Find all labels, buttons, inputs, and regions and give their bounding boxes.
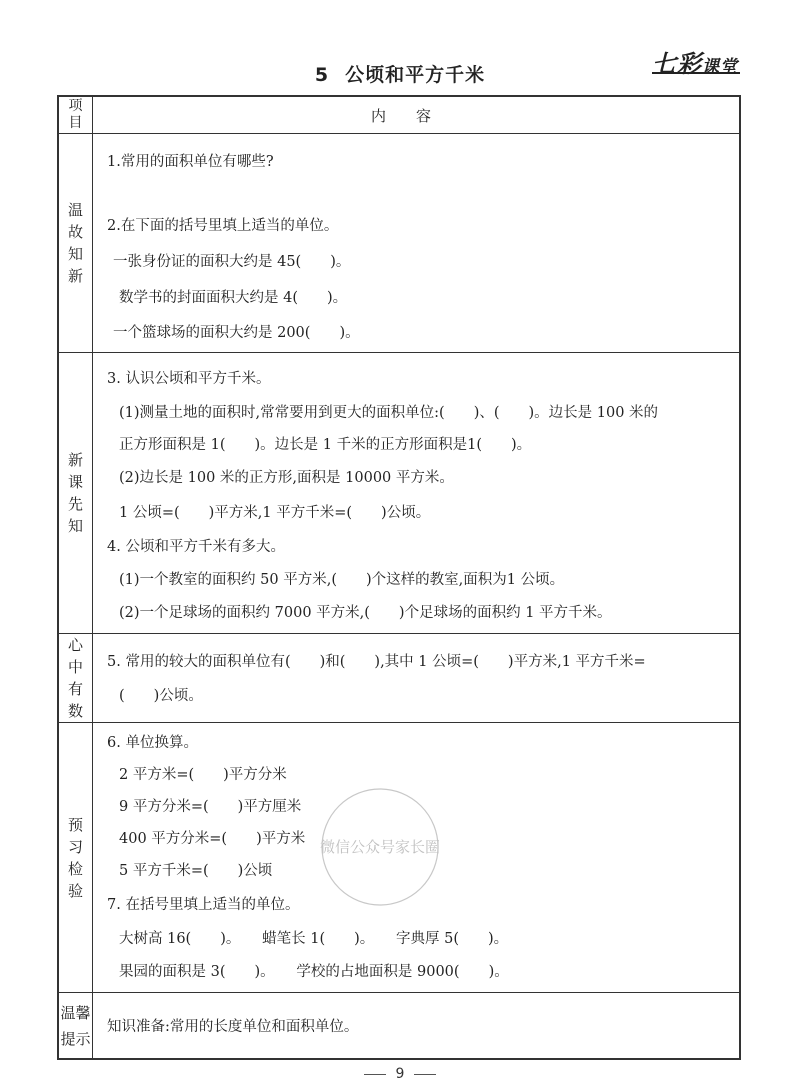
question-4: 4. 公顷和平方千米有多大。 xyxy=(107,539,285,555)
question-6-item-1: 2 平方米=( )平方分米 xyxy=(119,767,287,783)
section-label-cell xyxy=(59,634,93,722)
question-3: 3. 认识公顷和平方千米。 xyxy=(107,371,271,387)
footer-dash-left xyxy=(364,1074,386,1075)
tip-text: 知识准备:常用的长度单位和面积单位。 xyxy=(107,1019,359,1035)
watermark-stamp xyxy=(315,782,445,912)
question-3-part-2: (2)边长是 100 米的正方形,面积是 10000 平方米。 xyxy=(119,470,454,486)
section-label-cell xyxy=(59,353,93,633)
section-preview xyxy=(59,353,739,634)
section-content xyxy=(93,353,739,633)
section-label: 新课先知 xyxy=(67,451,83,535)
section-content xyxy=(93,993,739,1058)
header-content-cell xyxy=(93,97,739,133)
header-label-cell xyxy=(59,97,93,133)
question-5: 5. 常用的较大的面积单位有( )和( ),其中 1 公顷=( )平方米,1 平方千米= xyxy=(107,654,646,670)
question-6: 6. 单位换算。 xyxy=(107,735,198,751)
watermark-text: 微信公众号家长圈 xyxy=(319,838,441,856)
question-2-item-3: 一个篮球场的面积大约是 200( )。 xyxy=(113,325,360,341)
footer-dash-right xyxy=(414,1074,436,1075)
question-7-row-1: 大树高 16( )。 蜡笔长 1( )。 字典厚 5( )。 xyxy=(119,931,509,947)
section-label: 温故知新 xyxy=(67,201,83,285)
lesson-number: 5 xyxy=(314,64,330,86)
question-7-row-2: 果园的面积是 3( )。 学校的占地面积是 9000( )。 xyxy=(119,964,509,980)
section-tips xyxy=(59,993,739,1058)
question-3-part-1: (1)测量土地的面积时,常常要用到更大的面积单位:( )、( )。边长是 100 米的 xyxy=(119,405,659,421)
page-number: 9 xyxy=(395,1066,405,1082)
question-2-item-1: 一张身份证的面积大约是 45( )。 xyxy=(113,254,351,270)
section-label-cell xyxy=(59,134,93,352)
question-4-part-2: (2)一个足球场的面积约 7000 平方米,( )个足球场的面积约 1 平方千米。 xyxy=(119,605,612,621)
section-label-cell xyxy=(59,723,93,992)
section-label: 温馨提示 xyxy=(60,1003,91,1048)
question-6-item-3: 400 平方分米=( )平方米 xyxy=(119,831,306,847)
question-3-part-1-cont: 正方形面积是 1( )。边长是 1 千米的正方形面积是1( )。 xyxy=(119,437,532,453)
section-label: 心中有数 xyxy=(67,636,83,720)
question-2: 2.在下面的括号里填上适当的单位。 xyxy=(107,218,339,234)
section-content xyxy=(93,634,739,722)
page-footer xyxy=(0,1066,800,1082)
header-label: 项目 xyxy=(68,98,83,131)
question-3-part-2-fill: 1 公顷=( )平方米,1 平方千米=( )公顷。 xyxy=(119,505,431,521)
section-summary xyxy=(59,634,739,723)
question-2-item-2: 数学书的封面面积大约是 4( )。 xyxy=(119,290,348,306)
lesson-title: 公顷和平方千米 xyxy=(345,64,486,86)
question-6-item-2: 9 平方分米=( )平方厘米 xyxy=(119,799,302,815)
worksheet-table xyxy=(57,95,741,1060)
section-label: 预习检验 xyxy=(67,815,83,900)
section-review xyxy=(59,134,739,353)
brand-underline xyxy=(652,72,740,74)
question-6-item-4: 5 平方千米=( )公顷 xyxy=(119,863,273,879)
question-4-part-1: (1)一个教室的面积约 50 平方米,( )个这样的教室,面积为1 公顷。 xyxy=(119,572,565,588)
section-label-cell xyxy=(59,993,93,1058)
header-content-label: 内容 xyxy=(370,107,461,125)
brand-logo: 七彩课堂 xyxy=(652,50,738,78)
table-header-row xyxy=(59,97,739,134)
question-5-cont: ( )公顷。 xyxy=(119,688,203,704)
question-1: 1.常用的面积单位有哪些? xyxy=(107,154,274,170)
question-7: 7. 在括号里填上适当的单位。 xyxy=(107,897,300,913)
section-content xyxy=(93,134,739,352)
